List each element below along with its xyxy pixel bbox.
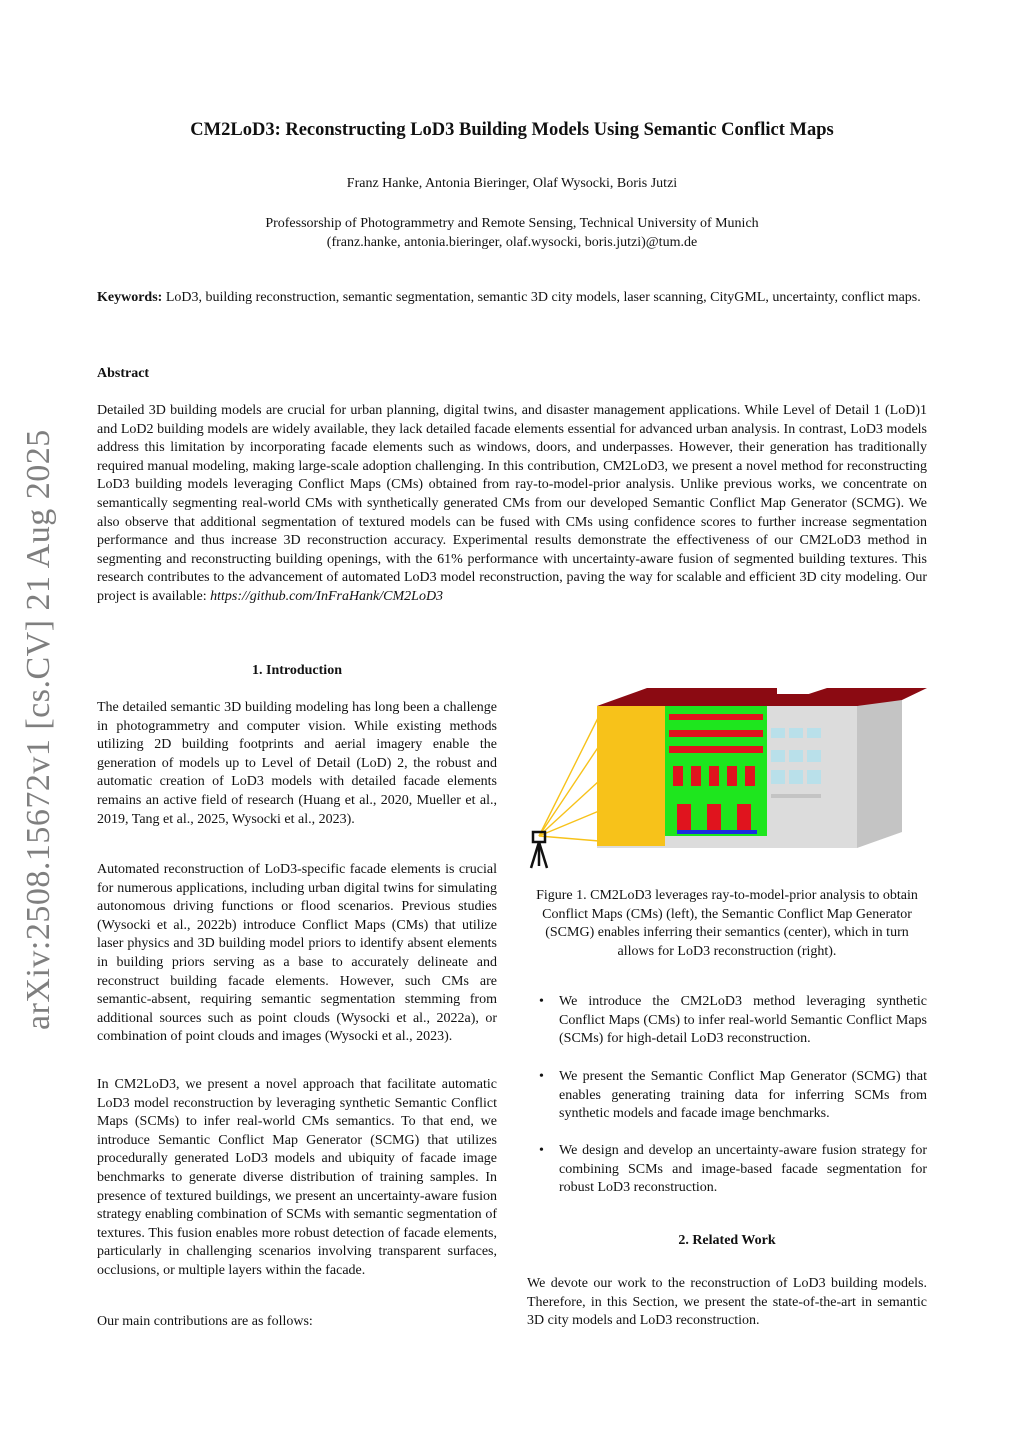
front-wall-right [827,706,857,848]
affiliation-block [0,214,1024,252]
abstract [97,402,927,607]
window-row [669,730,763,737]
figure-1-caption: Figure 1. CM2LoD3 leverages ray-to-model-prior analysis to obtain Conflict Maps (CMs) (left), the Semantic Conflict Map Generator (SCMG) enables inferring their semantics (center), which in turn allows for LoD3 reconstruction (right). [536,888,918,959]
arxiv-identifier: arXiv:2508.15672v1 [cs.CV] 21 Aug 2025 [20,429,57,1030]
intro-paragraph-4 [97,1313,497,1332]
bullet-text: We present the Semantic Conflict Map Generator (SCMG) that enables generating training data for inferring SCMs from synthetic models and facade image benchmarks. [559,1069,927,1122]
figure-1-building-illustration [527,686,927,872]
lod3-window [789,770,803,784]
intro-p2-text: Automated reconstruction of LoD3-specific facade elements is crucial for numerous applications, including urban digital twins for simulating autonomous driving functions or flood scenarios. Previous studies (Wysocki et al., 2022b) introduce Conflict Maps (CMs) that utilize laser physics and 3D building model priors to identify absent elements in building priors serving as a base to accurately delineate and reconstruct building facade elements. However, such CMs are semantic-absent, requiring semantic segmentation stemming from additional sources such as point clouds (Wysocki et al., 2022a), or combination of point clouds and images (Wysocki et al., 2023). [97,862,497,1045]
window [727,766,737,786]
intro-paragraph-1 [97,699,497,829]
section-related-work-heading: 2. Related Work [678,1233,776,1248]
intro-paragraph-3 [97,1076,497,1281]
intro-p3-text: In CM2LoD3, we present a novel approach that facilitate automatic LoD3 model reconstruction by leveraging synthetic Semantic Conflict Maps (SCMs) to infer real-world CMs semantics. To that end, we introduce Semantic Conflict Map Generator (SCMG) that utilizes procedurally generated LoD3 models and ubiquity of facade image benchmarks to generate diverse distribution of training samples. In presence of textured buildings, we present an uncertainty-aware fusion strategy enabling combination of SCMs with semantic segmentation of textures. This fusion enables more robust detection of facade elements, particularly in challenging scenarios involving transparent surfaces, occlusions, or multiple layers within the facade. [97,1077,497,1278]
abstract-heading: Abstract [97,366,150,381]
related-work-paragraph [527,1275,927,1331]
door [707,804,721,830]
project-link[interactable]: https://github.com/InFraHank/CM2LoD3 [210,588,444,604]
window-row [669,746,763,753]
door [677,804,691,830]
bullet-text: We introduce the CM2LoD3 method leveraging synthetic Conflict Maps (CMs) to infer real-world Semantic Conflict Maps (SCMs) for high-detail LoD3 reconstruction. [559,994,927,1047]
laser-ray [539,781,599,836]
affiliation: Professorship of Photogrammetry and Remote Sensing, Technical University of Munich [265,216,759,231]
section-introduction-heading: 1. Introduction [252,663,342,678]
bullet-marker: • [539,994,544,1009]
bullet-text: We design and develop an uncertainty-aware fusion strategy for combining SCMs and image-based facade segmentation for robust LoD3 reconstruction. [559,1143,927,1196]
author-emails: (franz.hanke, antonia.bieringer, olaf.wysocki, boris.jutzi)@tum.de [326,235,698,250]
lod3-window [771,750,785,762]
keywords [97,288,927,307]
laser-ray [539,746,599,836]
lod3-window [789,728,803,738]
lod3-window [807,728,821,738]
contribution-bullet-1 [527,993,927,1049]
keywords-label: Keywords: [97,290,163,305]
window [691,766,701,786]
lod3-window [807,750,821,762]
window [709,766,719,786]
lod3-window [771,728,785,738]
window [745,766,755,786]
underpass-strip [677,830,757,834]
abstract-text: Detailed 3D building models are crucial for urban planning, digital twins, and disaster management applications. While Level of Detail 1 (LoD)1 and LoD2 building models are widely available, they lack detailed facade elements essential for advanced urban analysis. In contrast, LoD3 models address this limitation by incorporating facade elements such as windows, doors, and underpasses. However, their generation has traditionally required manual modeling, making large-scale adoption challenging. In this contribution, CM2LoD3, we present a novel method for reconstructing LoD3 building models leveraging Conflict Maps (CMs) obtained from ray-to-model-prior analysis. Unlike previous works, we concentrate on semantically segmenting real-world CMs with synthetically generated CMs from our developed Semantic Conflict Map Generator (SCMG). We also observe that additional segmentation of textured models can be fused with CMs using confidence scores to further increase segmentation performance and thus increase 3D reconstruction accuracy. Experimental results demonstrate the effectiveness of our CM2LoD3 method in segmenting and reconstructing building openings, with the 61% performance with uncertainty-aware fusion of segmented building textures. This research contributes to the advancement of automated LoD3 model reconstruction, paving the way for scalable and efficient 3D city modeling. Our project is available: [97,403,927,604]
bullet-marker: • [539,1069,544,1084]
contribution-bullet-2 [527,1068,927,1124]
paper-title: CM2LoD3: Reconstructing LoD3 Building Models Using Semantic Conflict Maps [190,120,834,140]
lod3-window [789,750,803,762]
laser-scanner-icon [531,832,547,868]
window-row [669,714,763,720]
authors: Franz Hanke, Antonia Bieringer, Olaf Wysocki, Boris Jutzi [346,176,678,191]
window [673,766,683,786]
laser-ray [539,716,599,836]
related-p1-text: We devote our work to the reconstruction of LoD3 building models. Therefore, in this Section, we present the state-of-the-art in semantic 3D city models and LoD3 reconstruction. [527,1276,927,1329]
laser-ray [539,836,599,841]
side-wall [857,694,902,848]
lod3-window [807,770,821,784]
intro-p4-text: Our main contributions are as follows: [97,1314,313,1329]
laser-rays [539,716,599,841]
intro-p1-text: The detailed semantic 3D building modeling has long been a challenge in photogrammetry and computer vision. While existing methods utilizing 2D building footprints and aerial imagery enable the generation of models up to Level of Detail (LoD) 2, the robust and automatic creation of LoD3 models with detailed facade elements remains an active field of research (Huang et al., 2020, Mueller et al., 2019, Tang et al., 2025, Wysocki et al., 2023). [97,700,497,827]
contribution-bullet-3 [527,1142,927,1198]
door [737,804,751,830]
keywords-text: LoD3, building reconstruction, semantic segmentation, semantic 3D city models, laser scanning, CityGML, uncertainty, conflict maps. [165,290,921,305]
lod3-sill [771,794,821,798]
lod3-window [771,770,785,784]
conflict-map-region [597,706,665,846]
bullet-marker: • [539,1143,544,1158]
intro-paragraph-2 [97,861,497,1047]
